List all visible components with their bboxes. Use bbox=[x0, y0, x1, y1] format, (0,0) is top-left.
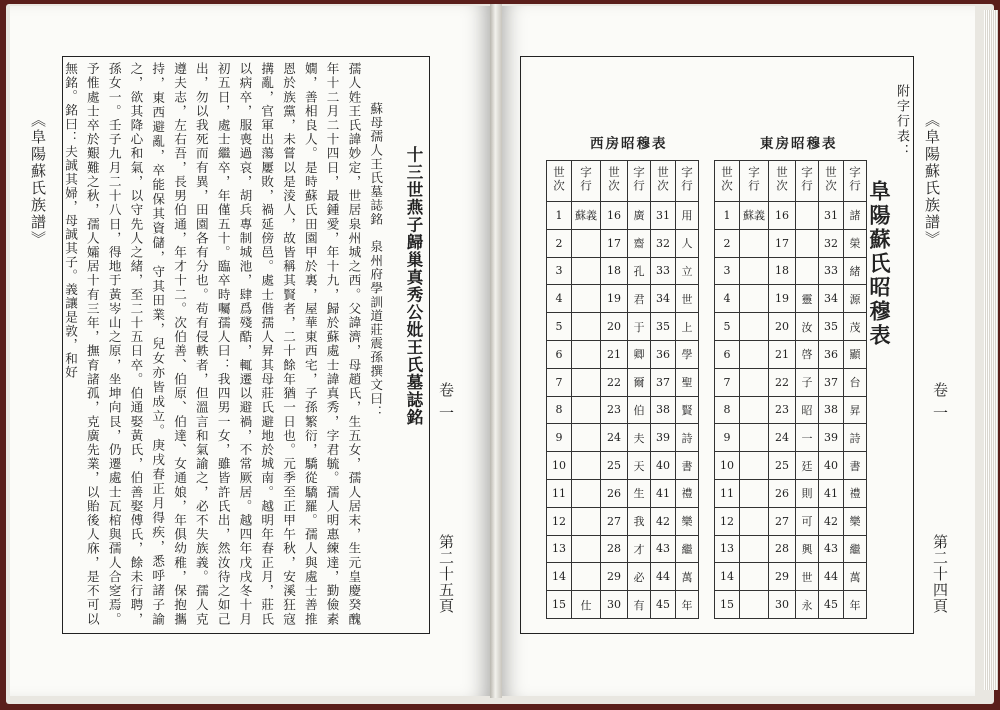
table-cell: 24 bbox=[601, 424, 628, 452]
table-cell: 43 bbox=[819, 535, 844, 563]
table-cell: 42 bbox=[651, 507, 676, 535]
table-cell: 書 bbox=[844, 452, 867, 480]
table-row bbox=[715, 535, 867, 563]
table-cell: 啓 bbox=[796, 340, 819, 368]
table-cell: 茂 bbox=[844, 313, 867, 341]
table-row bbox=[715, 257, 867, 285]
table-row bbox=[715, 396, 867, 424]
table-row bbox=[715, 313, 867, 341]
table-cell: 38 bbox=[651, 396, 676, 424]
table-cell: 40 bbox=[651, 452, 676, 480]
table-header-label: 世次 bbox=[607, 166, 621, 193]
table-cell: 學 bbox=[676, 340, 699, 368]
table-cell: 榮 bbox=[844, 229, 867, 257]
table-cell bbox=[740, 507, 769, 535]
table-cell: 13 bbox=[715, 535, 740, 563]
east-generation-table bbox=[714, 160, 867, 619]
table-cell: 汝 bbox=[796, 313, 819, 341]
table-cell: 43 bbox=[651, 535, 676, 563]
table-cell: 10 bbox=[547, 452, 572, 480]
table-cell: 9 bbox=[547, 424, 572, 452]
table-cell: 18 bbox=[769, 257, 796, 285]
table-cell: 10 bbox=[715, 452, 740, 480]
table-cell: 41 bbox=[819, 479, 844, 507]
table-cell: 24 bbox=[769, 424, 796, 452]
table-cell: 廣 bbox=[628, 202, 651, 230]
table-cell bbox=[796, 257, 819, 285]
table-cell: 上 bbox=[676, 313, 699, 341]
table-cell: 台 bbox=[844, 368, 867, 396]
table-cell: 18 bbox=[601, 257, 628, 285]
table-cell: 11 bbox=[547, 479, 572, 507]
table-row bbox=[547, 535, 699, 563]
table-header-cell bbox=[601, 161, 628, 202]
table-cell: 1 bbox=[715, 202, 740, 230]
table-row bbox=[547, 368, 699, 396]
table-header-label: 字行 bbox=[848, 166, 862, 193]
table-cell: 12 bbox=[715, 507, 740, 535]
table-cell bbox=[572, 507, 601, 535]
table-cell: 7 bbox=[715, 368, 740, 396]
table-cell bbox=[740, 479, 769, 507]
table-cell: 32 bbox=[819, 229, 844, 257]
table-cell bbox=[572, 229, 601, 257]
table-cell bbox=[740, 591, 769, 619]
table-cell bbox=[796, 202, 819, 230]
table-header-label: 字行 bbox=[632, 166, 646, 193]
table-cell: 蘇義 bbox=[572, 202, 601, 230]
table-cell: 6 bbox=[547, 340, 572, 368]
table-cell: 繼 bbox=[844, 535, 867, 563]
table-cell: 卿 bbox=[628, 340, 651, 368]
table-cell: 13 bbox=[547, 535, 572, 563]
table-cell: 35 bbox=[819, 313, 844, 341]
table-row bbox=[547, 479, 699, 507]
table-cell: 17 bbox=[769, 229, 796, 257]
table-cell: 源 bbox=[844, 285, 867, 313]
table-cell: 16 bbox=[601, 202, 628, 230]
table-cell: 書 bbox=[676, 452, 699, 480]
table-header-cell bbox=[740, 161, 769, 202]
memorial-title: 十三世燕子歸巢真秀公妣王氏墓誌銘 bbox=[404, 146, 423, 426]
table-cell: 39 bbox=[651, 424, 676, 452]
table-cell bbox=[572, 340, 601, 368]
table-row bbox=[715, 591, 867, 619]
table-cell: 25 bbox=[601, 452, 628, 480]
table-cell: 20 bbox=[769, 313, 796, 341]
table-row bbox=[547, 424, 699, 452]
table-cell: 34 bbox=[819, 285, 844, 313]
table-cell: 20 bbox=[601, 313, 628, 341]
table-cell: 則 bbox=[796, 479, 819, 507]
table-cell: 君 bbox=[628, 285, 651, 313]
table-cell: 用 bbox=[676, 202, 699, 230]
table-cell: 33 bbox=[651, 257, 676, 285]
table-cell bbox=[740, 340, 769, 368]
table-row bbox=[547, 313, 699, 341]
table-cell: 25 bbox=[769, 452, 796, 480]
table-cell: 緒 bbox=[844, 257, 867, 285]
table-cell: 41 bbox=[651, 479, 676, 507]
table-cell: 3 bbox=[715, 257, 740, 285]
table-row bbox=[715, 424, 867, 452]
table-row bbox=[547, 507, 699, 535]
right-page-number: 第二十四頁 bbox=[931, 534, 949, 614]
left-page-number: 第二十五頁 bbox=[437, 534, 455, 614]
table-cell: 31 bbox=[651, 202, 676, 230]
west-generation-table bbox=[546, 160, 699, 619]
page-edges bbox=[984, 10, 998, 690]
table-cell bbox=[572, 313, 601, 341]
table-row bbox=[547, 229, 699, 257]
table-cell: 27 bbox=[769, 507, 796, 535]
table-header-label: 字行 bbox=[680, 166, 694, 193]
table-cell: 8 bbox=[715, 396, 740, 424]
table-cell: 子 bbox=[796, 368, 819, 396]
table-cell: 38 bbox=[819, 396, 844, 424]
table-cell: 35 bbox=[651, 313, 676, 341]
table-cell: 伯 bbox=[628, 396, 651, 424]
left-volume: 卷一 bbox=[437, 382, 455, 428]
table-cell: 21 bbox=[601, 340, 628, 368]
table-header-label: 世次 bbox=[656, 166, 670, 193]
table-header-cell bbox=[715, 161, 740, 202]
table-cell bbox=[740, 452, 769, 480]
table-row bbox=[715, 563, 867, 591]
table-header-cell bbox=[844, 161, 867, 202]
table-row bbox=[547, 340, 699, 368]
table-cell: 45 bbox=[819, 591, 844, 619]
appendix-label: 附字行表： bbox=[894, 84, 909, 159]
table-cell: 16 bbox=[769, 202, 796, 230]
table-cell: 2 bbox=[715, 229, 740, 257]
table-cell: 4 bbox=[715, 285, 740, 313]
table-cell: 34 bbox=[651, 285, 676, 313]
table-cell: 樂 bbox=[676, 507, 699, 535]
table-row bbox=[715, 507, 867, 535]
table-cell bbox=[740, 396, 769, 424]
table-cell bbox=[572, 424, 601, 452]
table-cell bbox=[740, 285, 769, 313]
table-cell: 年 bbox=[676, 591, 699, 619]
table-cell: 27 bbox=[601, 507, 628, 535]
table-cell: 9 bbox=[715, 424, 740, 452]
table-row bbox=[547, 452, 699, 480]
table-header-label: 世次 bbox=[824, 166, 838, 193]
table-cell: 齋 bbox=[628, 229, 651, 257]
table-cell: 17 bbox=[601, 229, 628, 257]
table-cell: 36 bbox=[651, 340, 676, 368]
table-cell bbox=[740, 368, 769, 396]
table-header-cell bbox=[572, 161, 601, 202]
table-cell: 5 bbox=[547, 313, 572, 341]
author-line: 蘇母孺人王氏墓誌銘 泉州府學訓道莊震孫撰文曰： bbox=[368, 102, 384, 420]
table-cell: 36 bbox=[819, 340, 844, 368]
table-cell bbox=[796, 229, 819, 257]
table-cell: 44 bbox=[819, 563, 844, 591]
table-cell bbox=[572, 396, 601, 424]
table-cell: 45 bbox=[651, 591, 676, 619]
table-cell: 6 bbox=[715, 340, 740, 368]
table-cell: 33 bbox=[819, 257, 844, 285]
table-cell: 廷 bbox=[796, 452, 819, 480]
table-header-label: 字行 bbox=[579, 166, 593, 193]
table-cell: 立 bbox=[676, 257, 699, 285]
table-cell: 人 bbox=[676, 229, 699, 257]
table-cell: 32 bbox=[651, 229, 676, 257]
table-header-cell bbox=[819, 161, 844, 202]
table-cell: 才 bbox=[628, 535, 651, 563]
table-cell: 23 bbox=[769, 396, 796, 424]
table-cell: 15 bbox=[547, 591, 572, 619]
table-cell: 19 bbox=[601, 285, 628, 313]
table-cell: 37 bbox=[651, 368, 676, 396]
table-cell: 昭 bbox=[796, 396, 819, 424]
table-row bbox=[715, 479, 867, 507]
table-cell: 蘇義 bbox=[740, 202, 769, 230]
table-cell bbox=[740, 563, 769, 591]
table-cell: 39 bbox=[819, 424, 844, 452]
table-cell bbox=[740, 313, 769, 341]
table-cell: 禮 bbox=[676, 479, 699, 507]
page-title: 阜陽蘇氏昭穆表 bbox=[867, 180, 892, 348]
table-cell: 5 bbox=[715, 313, 740, 341]
table-cell: 世 bbox=[796, 563, 819, 591]
table-cell: 42 bbox=[819, 507, 844, 535]
table-cell: 22 bbox=[769, 368, 796, 396]
table-header-cell bbox=[676, 161, 699, 202]
table-cell: 40 bbox=[819, 452, 844, 480]
table-row bbox=[547, 563, 699, 591]
table-cell: 禮 bbox=[844, 479, 867, 507]
table-cell bbox=[572, 563, 601, 591]
table-header-cell bbox=[547, 161, 572, 202]
table-cell: 11 bbox=[715, 479, 740, 507]
table-cell bbox=[572, 535, 601, 563]
table-cell: 28 bbox=[769, 535, 796, 563]
table-row bbox=[547, 202, 699, 230]
table-cell: 19 bbox=[769, 285, 796, 313]
table-cell: 永 bbox=[796, 591, 819, 619]
table-header-cell bbox=[628, 161, 651, 202]
table-header-label: 字行 bbox=[800, 166, 814, 193]
table-cell: 天 bbox=[628, 452, 651, 480]
east-table-title: 東房昭穆表 bbox=[760, 136, 838, 152]
table-cell: 繼 bbox=[676, 535, 699, 563]
table-cell: 4 bbox=[547, 285, 572, 313]
table-cell bbox=[572, 479, 601, 507]
table-cell: 37 bbox=[819, 368, 844, 396]
table-cell: 年 bbox=[844, 591, 867, 619]
table-cell: 8 bbox=[547, 396, 572, 424]
table-cell: 26 bbox=[769, 479, 796, 507]
table-cell: 26 bbox=[601, 479, 628, 507]
table-cell: 31 bbox=[819, 202, 844, 230]
table-cell: 我 bbox=[628, 507, 651, 535]
table-cell: 必 bbox=[628, 563, 651, 591]
table-cell: 詩 bbox=[844, 424, 867, 452]
table-row bbox=[547, 591, 699, 619]
table-cell: 有 bbox=[628, 591, 651, 619]
table-cell: 28 bbox=[601, 535, 628, 563]
table-cell bbox=[572, 452, 601, 480]
table-cell: 萬 bbox=[676, 563, 699, 591]
table-cell: 14 bbox=[547, 563, 572, 591]
table-cell: 夫 bbox=[628, 424, 651, 452]
table-cell: 仕 bbox=[572, 591, 601, 619]
table-cell bbox=[740, 229, 769, 257]
table-cell: 2 bbox=[547, 229, 572, 257]
table-row bbox=[715, 368, 867, 396]
table-cell bbox=[740, 535, 769, 563]
table-cell: 孔 bbox=[628, 257, 651, 285]
table-cell: 靈 bbox=[796, 285, 819, 313]
table-row bbox=[547, 257, 699, 285]
table-row bbox=[715, 452, 867, 480]
table-cell: 昇 bbox=[844, 396, 867, 424]
right-running-title: 《阜陽蘇氏族譜》 bbox=[923, 112, 941, 248]
table-cell: 樂 bbox=[844, 507, 867, 535]
table-cell: 44 bbox=[651, 563, 676, 591]
table-cell: 15 bbox=[715, 591, 740, 619]
table-header-label: 字行 bbox=[747, 166, 761, 193]
table-header-label: 世次 bbox=[552, 166, 566, 193]
table-cell: 可 bbox=[796, 507, 819, 535]
table-header-cell bbox=[769, 161, 796, 202]
table-cell: 29 bbox=[769, 563, 796, 591]
table-cell: 賢 bbox=[676, 396, 699, 424]
table-cell: 14 bbox=[715, 563, 740, 591]
memorial-text bbox=[63, 62, 424, 626]
left-running-title: 《阜陽蘇氏族譜》 bbox=[29, 112, 47, 248]
table-header-label: 世次 bbox=[720, 166, 734, 193]
table-row bbox=[547, 285, 699, 313]
table-cell bbox=[572, 257, 601, 285]
table-cell: 詩 bbox=[676, 424, 699, 452]
table-cell: 30 bbox=[601, 591, 628, 619]
table-cell bbox=[572, 368, 601, 396]
table-header-cell bbox=[651, 161, 676, 202]
table-cell: 23 bbox=[601, 396, 628, 424]
table-cell bbox=[740, 424, 769, 452]
table-cell: 1 bbox=[547, 202, 572, 230]
table-row bbox=[547, 396, 699, 424]
table-cell: 12 bbox=[547, 507, 572, 535]
table-cell: 興 bbox=[796, 535, 819, 563]
table-cell: 29 bbox=[601, 563, 628, 591]
right-volume: 卷一 bbox=[931, 382, 949, 428]
table-row bbox=[715, 229, 867, 257]
table-cell: 萬 bbox=[844, 563, 867, 591]
table-cell: 顯 bbox=[844, 340, 867, 368]
table-cell: 世 bbox=[676, 285, 699, 313]
table-cell: 聖 bbox=[676, 368, 699, 396]
table-cell: 30 bbox=[769, 591, 796, 619]
table-header-cell bbox=[796, 161, 819, 202]
table-row bbox=[715, 285, 867, 313]
table-row bbox=[715, 340, 867, 368]
table-cell bbox=[740, 257, 769, 285]
table-cell: 諸 bbox=[844, 202, 867, 230]
table-cell: 21 bbox=[769, 340, 796, 368]
table-cell: 7 bbox=[547, 368, 572, 396]
table-cell: 22 bbox=[601, 368, 628, 396]
table-cell: 一 bbox=[796, 424, 819, 452]
book-gutter bbox=[490, 4, 502, 698]
table-cell bbox=[572, 285, 601, 313]
west-table-title: 西房昭穆表 bbox=[590, 136, 668, 152]
table-header-label: 世次 bbox=[775, 166, 789, 193]
memorial-paragraph: 孺人姓王氏諱妙定，世居泉州城之西。父諱濟，母趙氏，生五女，孺人居末，生元皇慶癸醜年十二月二十四日，最鍾愛，年十九，歸於蘇處士諱真秀，字君毓。孺人明惠練達，勤儉素嫺，善相良人。是時蘇氏田園甲於裏，屋華東西宅，子孫繁衍，驕從驕羅。孺人與處士善推恩於族黨，未嘗以是淩人，故皆稱其賢者，二十餘年猶一日也。元季至正甲午秋，安溪狂寇搆亂，官軍出蕩屢敗，禍延傍邑。處士偕孺人昇其母莊氏避地於城南。越明年春正月，莊氏以病卒，服喪過哀，胡兵專制城池，肆爲殘酷，輒遷以避禍，不常厥居。越四年戊戌冬十月初五日，處士繼卒，年僅五十。臨卒時囑孺人曰：我四男一女，雖皆許氏出，然汝待之如己出，勿以我死而有異，田園各有分也。苟有侵軼者，但溫言和氣諭之，必不失族義。孺人克遵夫志，左右吾，長男伯通，年才十二。次伯善、伯原、伯達、女通娘，年俱幼稚，保抱攜持，東西避亂，卒能保其資儲，守其田業，兒女亦皆成立。庚戌春正月得疾，悉呼諸子諭之，欲其降心和氣，以守先人之緒，至二十五日卒。伯通娶黃氏，伯善娶傅氏，餘未行聘，孫女一。壬子九月二十八日，得地于黃岑山之原，坐坤向艮，仍遷處士瓦棺與孺人合窆焉。予惟處士卒於艱難之秋，孺人孀居十有三年，撫育諸孤，克廣先業，以貽後人庥，是不可以無銘。銘曰：夫誠其婦，母誠其子。義讓是敦，和好 bbox=[63, 62, 362, 626]
table-cell: 3 bbox=[547, 257, 572, 285]
table-cell: 爾 bbox=[628, 368, 651, 396]
table-cell: 生 bbox=[628, 479, 651, 507]
table-cell: 于 bbox=[628, 313, 651, 341]
table-row bbox=[715, 202, 867, 230]
